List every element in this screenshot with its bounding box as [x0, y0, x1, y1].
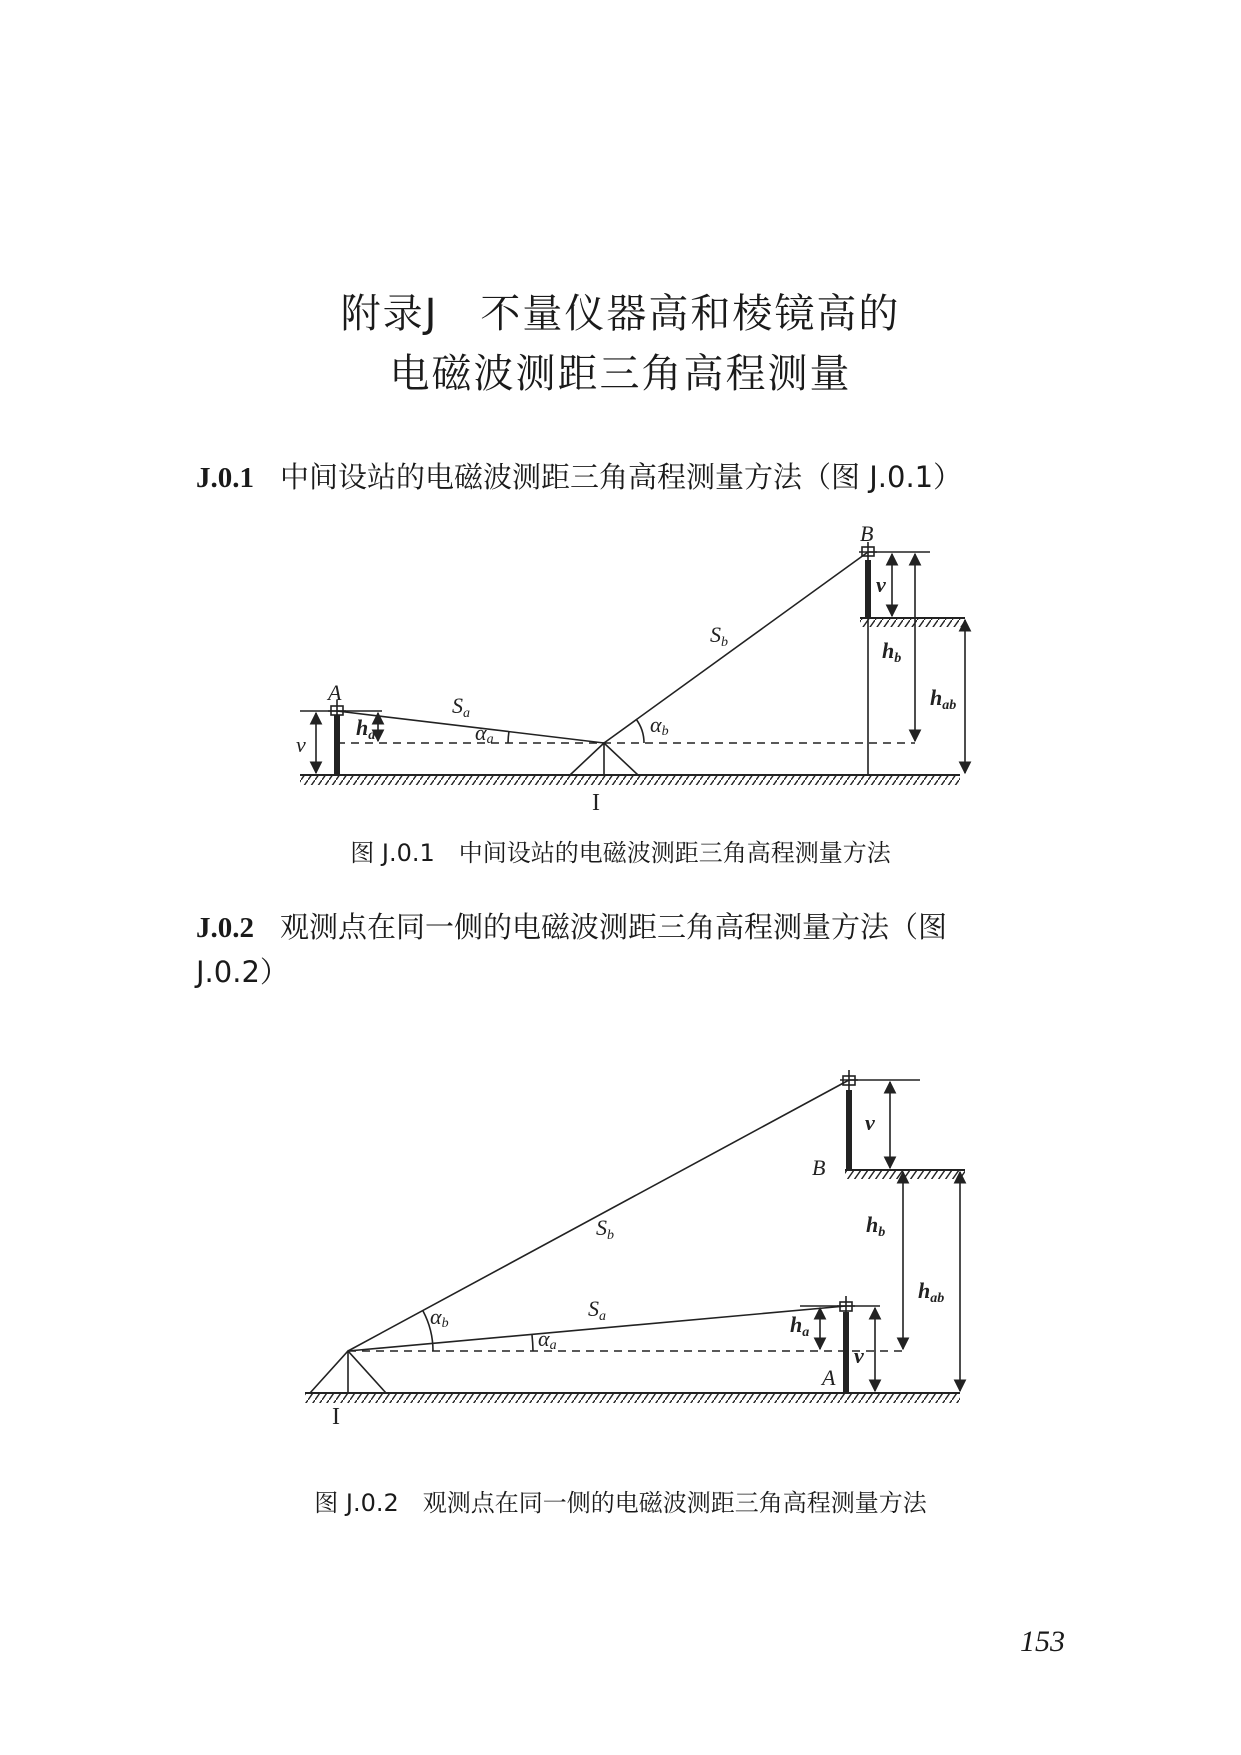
sight-line-Sb-1: [604, 552, 868, 743]
angle-arc-a-2: [532, 1335, 533, 1351]
page-number: 153: [1020, 1625, 1065, 1658]
section-number-2: J.0.2: [196, 912, 254, 944]
label-v-left-1: v: [296, 732, 306, 757]
label-alpha-b-1: αb: [650, 712, 669, 739]
sight-line-Sa-1: [337, 711, 604, 743]
label-A-2: A: [822, 1365, 836, 1390]
label-v-top-2: v: [865, 1110, 875, 1135]
label-hb-2: hb: [866, 1212, 886, 1240]
label-alpha-a-2: αa: [538, 1326, 557, 1353]
label-hab-1: hab: [930, 685, 957, 713]
figure-1: [300, 542, 965, 785]
angle-arc-a-1: [508, 731, 509, 743]
label-Sa-1: Sa: [452, 693, 470, 721]
label-hb-1: hb: [882, 638, 902, 666]
label-hab-2: hab: [918, 1278, 945, 1306]
label-station-1: I: [592, 790, 600, 816]
ground-hatch-1: [300, 776, 960, 785]
figure-2-caption: 图 J.0.2 观测点在同一侧的电磁波测距三角高程测量方法: [314, 1489, 927, 1517]
label-v-right-1: v: [876, 572, 886, 597]
label-B-1: B: [860, 521, 874, 546]
label-Sb-2: Sb: [596, 1215, 614, 1243]
figure-1-caption: 图 J.0.1 中间设站的电磁波测距三角高程测量方法: [350, 839, 891, 867]
label-v-bottom-2: v: [854, 1343, 864, 1368]
page-title-line1: 附录J 不量仪器高和棱镜高的: [340, 291, 901, 337]
section-text-1: 中间设站的电磁波测距三角高程测量方法（图 J.0.1）: [280, 460, 963, 494]
ground-hatch-2: [305, 1394, 960, 1403]
label-A-1: A: [328, 680, 342, 705]
label-station-2: I: [332, 1404, 340, 1430]
label-Sa-2: Sa: [588, 1296, 606, 1324]
angle-arc-b-1: [636, 719, 644, 743]
page-title-line2: 电磁波测距三角高程测量: [389, 351, 852, 397]
label-alpha-a-1: αa: [475, 720, 494, 747]
label-ha-1: ha: [356, 715, 376, 743]
section-heading-2: [196, 905, 1076, 994]
label-B-2: B: [812, 1155, 826, 1180]
section-number-1: J.0.1: [196, 462, 254, 494]
section-text-2-line2: J.0.2）: [196, 955, 289, 989]
label-alpha-b-2: αb: [430, 1304, 449, 1331]
section-text-2-line1: 观测点在同一侧的电磁波测距三角高程测量方法（图: [280, 910, 948, 944]
label-ha-2: ha: [790, 1312, 810, 1340]
label-Sb-1: Sb: [710, 622, 728, 650]
